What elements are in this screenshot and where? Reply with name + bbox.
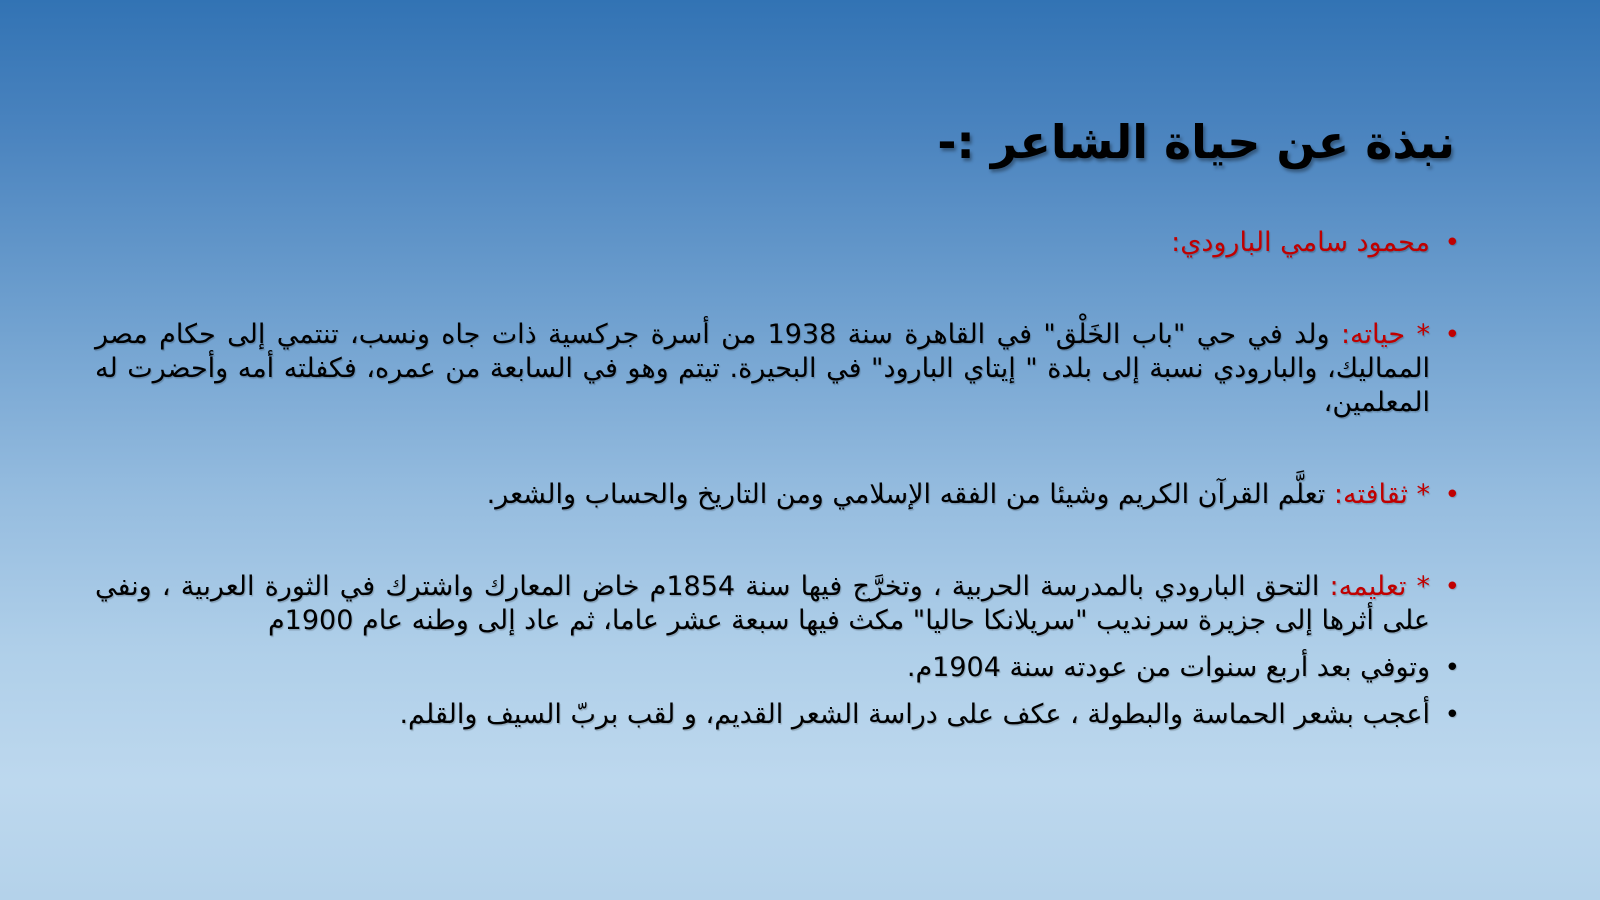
bullet-paragraph	[95, 570, 1430, 638]
bullet-body-text: ولد في حي "باب الخَلْق" في القاهرة سنة 1938 من أسرة جركسية ذات جاه ونسب، تنتمي إلى حكام مصر المماليك، والبارودي نسبة إلى بلدة " إيتاي البارود" في البحيرة. تيتم وهو في السابعة من عمره، فكفلته أمه وأحضرت له المعلمين،	[95, 319, 1430, 418]
list-item-his-culture	[95, 478, 1460, 512]
bullet-paragraph	[95, 226, 1430, 260]
bullet-icon: •	[1444, 572, 1460, 602]
list-item-his-death	[95, 651, 1460, 685]
bullet-icon: •	[1444, 653, 1460, 683]
bullet-paragraph	[95, 318, 1430, 420]
bullet-body-text: تعلَّم القرآن الكريم وشيئا من الفقه الإسلامي ومن التاريخ والحساب والشعر.	[486, 479, 1334, 510]
list-item-poet-name	[95, 226, 1460, 260]
bullet-body-text: التحق البارودي بالمدرسة الحربية ، وتخرَّج فيها سنة 1854م خاض المعارك واشترك في الثورة العربية ، ونفي على أثرها إلى جزيرة سرنديب "سريلانكا حاليا" مكث فيها سبعة عشر عاما، ثم عاد إلى وطنه عام 1900م	[95, 571, 1430, 636]
bullet-paragraph	[95, 651, 1430, 685]
bullet-paragraph	[95, 478, 1430, 512]
bullet-body-text: أعجب بشعر الحماسة والبطولة ، عكف على دراسة الشعر القديم، و لقب بربّ السيف والقلم.	[399, 699, 1430, 730]
list-item-his-life	[95, 318, 1460, 420]
slide-body	[95, 226, 1460, 732]
bullet-paragraph	[95, 698, 1430, 732]
bullet-icon: •	[1444, 320, 1460, 350]
list-item-his-education	[95, 570, 1460, 638]
slide-title: نبذة عن حياة الشاعر :-	[937, 114, 1455, 169]
bullet-lead-text: * ثقافته:	[1333, 479, 1430, 510]
bullet-lead-text: * حياته:	[1340, 319, 1430, 350]
list-item-his-poetry	[95, 698, 1460, 732]
bullet-icon: •	[1444, 480, 1460, 510]
bullet-lead-text: * تعليمه:	[1329, 571, 1430, 602]
bullet-lead-text: محمود سامي البارودي:	[1171, 227, 1430, 258]
bullet-icon: •	[1444, 700, 1460, 730]
bullet-icon: •	[1444, 228, 1460, 258]
bullet-body-text: وتوفي بعد أربع سنوات من عودته سنة 1904م.	[906, 652, 1430, 683]
